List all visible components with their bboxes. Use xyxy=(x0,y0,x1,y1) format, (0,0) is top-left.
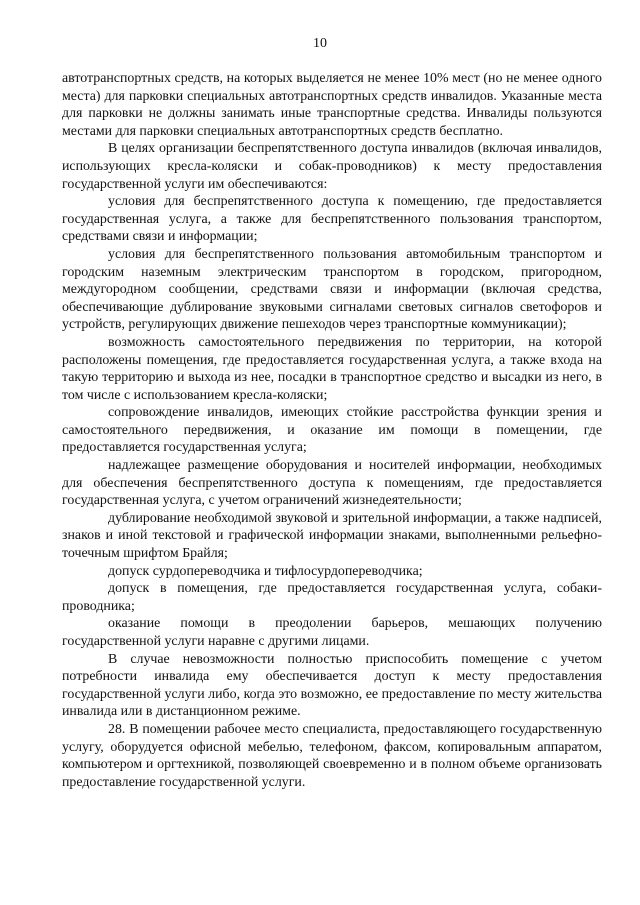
paragraph-intro: В целях организации беспрепятственного доступа инвалидов (включая инвалидов, использующих кресла-коляски и собак-проводников) к месту предоставления государственной услуги им обеспечиваются: xyxy=(62,141,602,192)
paragraph-item: условия для беспрепятственного доступа к помещению, где предоставляется государственная услуга, а также для беспрепятственного пользования транспортом, средствами связи и информации; xyxy=(62,194,602,245)
paragraph-item: сопровождение инвалидов, имеющих стойкие расстройства функции зрения и самостоятельного передвижения, и оказание им помощи в помещении, где предоставляется государственная услуга; xyxy=(62,405,602,456)
paragraph-item: возможность самостоятельного передвижения по территории, на которой расположены помещения, где предоставляется государственная услуга, а также входа на такую территорию и выхода из нее, посадки в транспортное средство и высадки из него, в том числе с использованием кресла-коляски; xyxy=(62,334,602,403)
paragraph-alternative: В случае невозможности полностью приспособить помещение с учетом потребности инвалида ему обеспечивается доступ к месту предоставления государственной услуги либо, когда это возможно, ее предоставление по месту жительства инвалида или в дистанционном режиме. xyxy=(62,651,602,720)
paragraph-item: надлежащее размещение оборудования и носителей информации, необходимых для обеспечения беспрепятственного доступа к помещениям, где предоставляется государственная услуга, с учетом ограничений жизнедеятельности; xyxy=(62,458,602,509)
paragraph-section-28: 28. В помещении рабочее место специалиста, предоставляющего государственную услугу, оборудуется офисной мебелью, телефоном, факсом, копировальным аппаратом, компьютером и оргтехникой, позволяющей своевременно и в полном объеме организовать предоставление государственной услуги. xyxy=(62,721,602,790)
document-body xyxy=(62,70,602,791)
page-number: 10 xyxy=(313,36,327,51)
paragraph-item: условия для беспрепятственного пользования автомобильным транспортом и городским наземным электрическим транспортом в городском, пригородном, междугородном сообщении, средствами связи и информации (включая средства, обеспечивающие дублирование звуковыми сигналами световых сигналов светофоров и устройств, регулирующих движение пешеходов через транспортные коммуникации); xyxy=(62,246,602,333)
paragraph-item: допуск сурдопереводчика и тифлосурдопереводчика; xyxy=(108,563,423,579)
paragraph-continuation: автотранспортных средств, на которых выделяется не менее 10% мест (но не менее одного места) для парковки специальных автотранспортных средств инвалидов. Указанные места для парковки не должны занимать иные транспортные средства. Инвалиды пользуются местами для парковки специальных автотранспортных средств бесплатно. xyxy=(62,71,602,139)
paragraph-item: оказание помощи в преодолении барьеров, мешающих получению государственной услуги наравне с другими лицами. xyxy=(62,616,602,649)
paragraph-item: допуск в помещения, где предоставляется государственная услуга, собаки-проводника; xyxy=(62,581,602,614)
paragraph-item: дублирование необходимой звуковой и зрительной информации, а также надписей, знаков и иной текстовой и графической информации знаками, выполненными рельефно-точечным шрифтом Брайля; xyxy=(62,510,602,562)
